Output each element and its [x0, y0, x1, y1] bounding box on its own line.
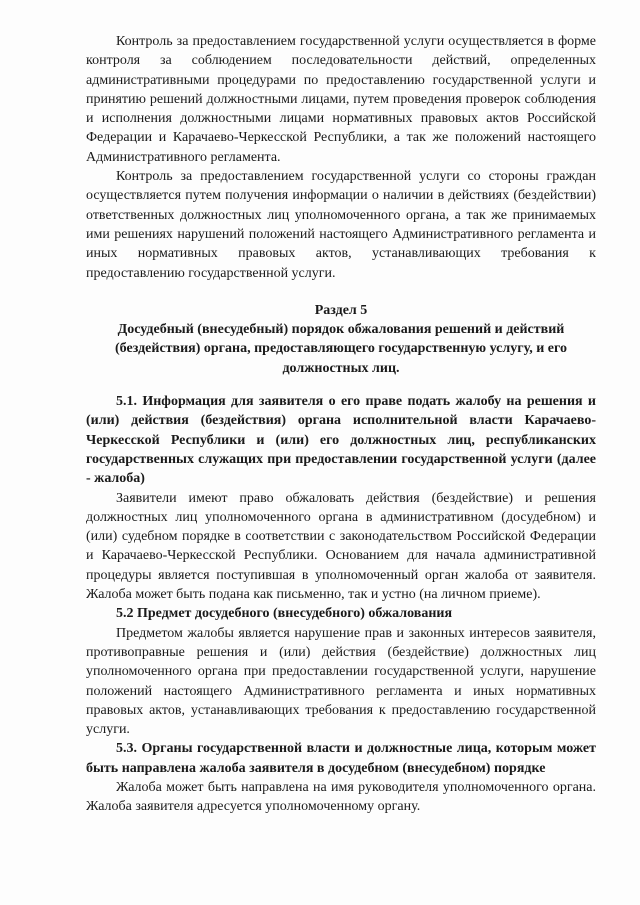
paragraph-citizen-control: Контроль за предоставлением государственной услуги со стороны граждан осуществляется путем получения информации о наличии в действиях (бездействии) ответственных должностных лиц уполномоченного органа, а так же принимаемых ими решениях нарушений положений настоящего Административного регламента и иных нормативных правовых актов, устанавливающих требования к предоставлению государственной услуги.: [86, 169, 596, 281]
document-body: [86, 32, 596, 817]
heading-5-2: 5.2 Предмет досудебного (внесудебного) обжалования: [116, 606, 453, 622]
heading-5-3: 5.3. Органы государственной власти и должностные лица, которым может быть направлена жалоба заявителя в досудебном (внесудебном) порядке: [86, 741, 596, 776]
heading-5-1: 5.1. Информация для заявителя о его праве подать жалобу на решения и (или) действия (бездействия) органа исполнительной власти Карачаево-Черкесской Республики и (или) его должностных лиц, республиканских государственных служащих при предоставлении государственной услуги (далее - жалоба): [86, 394, 596, 487]
paragraph-5-1: Заявители имеют право обжаловать действия (бездействие) и решения должностных лиц уполномоченного органа в административном (досудебном) и (или) судебном порядке в соответствии с законодательством Российской Федерации и Карачаево-Черкесской Республики. Основанием для начала административной процедуры является поступившая в уполномоченный орган жалоба от заявителя. Жалоба может быть подана как письменно, так и устно (на личном приеме).: [86, 490, 596, 603]
spacer: [86, 283, 596, 301]
paragraph-5-3: Жалоба может быть направлена на имя руководителя уполномоченного органа. Жалоба заявителя адресуется уполномоченному органу.: [86, 779, 596, 815]
section-title: Досудебный (внесудебный) порядок обжалования решений и действий (бездействия) органа, предоставляющего государственную услугу, и его должностных лиц.: [115, 322, 567, 376]
section-number: Раздел 5: [314, 302, 368, 318]
spacer: [86, 378, 596, 392]
paragraph-control-form: Контроль за предоставлением государственной услуги осуществляется в форме контроля за соблюдением последовательности действий, определенных административными процедурами по предоставлению государственной услуги и принятию решений должностными лицами, путем проведения проверок соблюдения и исполнения должностными лицами нормативных правовых актов Российской Федерации и Карачаево-Черкесской Республики, а так же положений настоящего Административного регламента.: [86, 34, 596, 165]
paragraph-5-2: Предметом жалобы является нарушение прав и законных интересов заявителя, противоправные решения и (или) действия (бездействие) должностных лиц уполномоченного органа при предоставлении государственной услуги, нарушение положений настоящего Административного регламента и иных нормативных правовых актов, устанавливающих требования к предоставлению государственной услуги.: [86, 625, 596, 738]
